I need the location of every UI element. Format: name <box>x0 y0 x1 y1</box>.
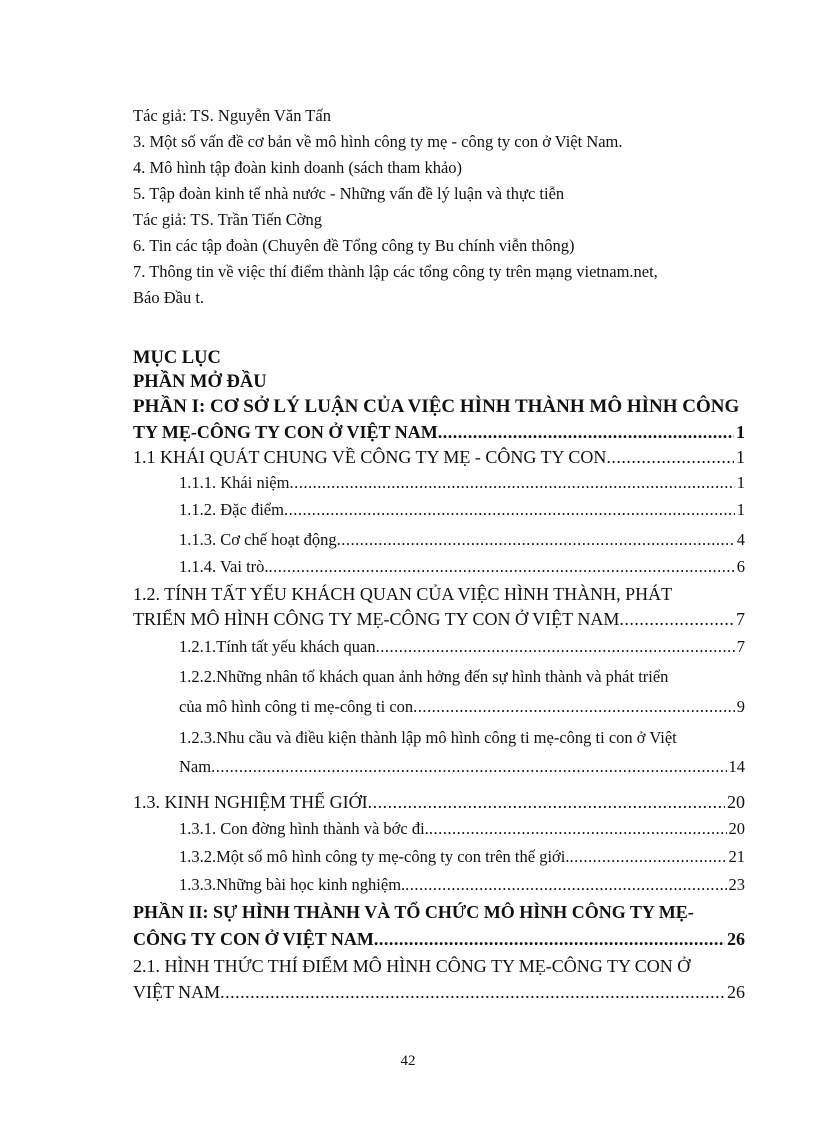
toc-entry-title: của mô hình công ti mẹ-công ti con <box>179 697 414 716</box>
toc-page-number: 7 <box>736 609 745 629</box>
toc-entry-1-2-3[interactable] <box>133 754 745 779</box>
reference-line: Tác giả: TS. Nguyễn Văn Tấn <box>133 106 331 125</box>
toc-entry-part1[interactable] <box>133 420 745 445</box>
leader-dots <box>269 554 735 579</box>
toc-entry-1-3-3[interactable] <box>133 871 745 899</box>
toc-page-number: 6 <box>736 557 745 576</box>
toc-page-number: 1 <box>736 473 745 492</box>
toc-page-number: 23 <box>728 875 745 894</box>
reference-list <box>133 103 743 311</box>
reference-line: Báo Đầu t. <box>133 288 205 307</box>
toc-entry-title: 1.3.1. Con đờng hình thành và bớc đi. <box>179 819 429 838</box>
toc-entry-1-1-2[interactable] <box>133 495 745 525</box>
leader-dots <box>374 926 725 953</box>
toc-page-number: 1 <box>736 447 745 467</box>
toc-page-number: 1 <box>736 500 745 519</box>
toc-entry-title: 1.2.1.Tính tất yếu khách quan <box>179 637 376 656</box>
toc-title: MỤC LỤC <box>133 348 221 368</box>
toc-entry-1-1[interactable] <box>133 445 745 470</box>
leader-dots <box>413 692 735 722</box>
reference-line: 6. Tin các tập đoàn (Chuyên đề Tổng công ty Bu chính viễn thông) <box>133 236 575 255</box>
leader-dots <box>211 754 726 779</box>
toc-entry-part2[interactable] <box>133 926 745 953</box>
toc-entry-1-3[interactable] <box>133 790 745 815</box>
toc-page-number: 21 <box>728 847 745 866</box>
toc-page-number: 4 <box>736 530 745 549</box>
reference-line: 5. Tập đoàn kinh tế nhà nước - Những vấn đề lý luận và thực tiễn <box>133 184 565 203</box>
toc-page-number: 7 <box>736 637 745 656</box>
toc-page-number: 20 <box>728 819 745 838</box>
toc-entry-1-1-3[interactable] <box>133 525 745 554</box>
leader-dots <box>289 470 734 495</box>
toc-page-number: 26 <box>727 982 745 1002</box>
reference-line: Tác giả: TS. Trần Tiến Cờng <box>133 210 323 229</box>
leader-dots <box>368 790 725 815</box>
leader-dots <box>438 420 734 445</box>
toc-page-number: 20 <box>727 792 745 812</box>
toc-entry-title: 1.3. KINH NGHIỆM THẾ GIỚI <box>133 792 368 812</box>
leader-dots <box>606 445 734 470</box>
toc-entry-1-1-1[interactable] <box>133 470 745 495</box>
reference-line: 7. Thông tin về việc thí điểm thành lập các tổng công ty trên mạng vietnam.net, <box>133 262 658 281</box>
toc-entry-title: Nam <box>179 757 212 776</box>
toc-entry-title: 1.1.3. Cơ chế hoạt động <box>179 530 337 549</box>
reference-line: 4. Mô hình tập đoàn kinh doanh (sách tham khảo) <box>133 158 463 177</box>
toc-entry-title: CÔNG TY CON Ở VIỆT NAM <box>133 929 374 949</box>
toc-entry-title: 1.1.4. Vai trò. <box>179 557 269 576</box>
toc-entry-2-1-line1: 2.1. HÌNH THỨC THÍ ĐIỂM MÔ HÌNH CÔNG TY MẸ-CÔNG TY CON Ở <box>133 956 691 976</box>
toc-part1-line1: PHẦN I: CƠ SỞ LÝ LUẬN CỦA VIỆC HÌNH THÀNH MÔ HÌNH CÔNG <box>133 396 740 417</box>
reference-line: 3. Một số vấn đề cơ bản về mô hình công ty mẹ - công ty con ở Việt Nam. <box>133 132 623 151</box>
toc-entry-1-2-2[interactable] <box>133 692 745 722</box>
toc-page-number: 1 <box>736 422 745 442</box>
toc-entry-title: VIỆT NAM <box>133 982 221 1002</box>
toc-entry-2-1[interactable] <box>133 980 745 1005</box>
toc-part2-line1: PHẦN II: SỰ HÌNH THÀNH VÀ TỔ CHỨC MÔ HÌNH CÔNG TY MẸ- <box>133 902 694 922</box>
leader-dots <box>284 495 735 525</box>
leader-dots <box>405 871 726 899</box>
toc-entry-1-2-2-line1: 1.2.2.Những nhân tố khách quan ảnh hởng đến sự hình thành và phát triển <box>179 667 669 686</box>
leader-dots <box>619 607 734 632</box>
leader-dots <box>569 843 726 871</box>
leader-dots <box>429 815 727 843</box>
toc-entry-title: 1.1 KHÁI QUÁT CHUNG VỀ CÔNG TY MẸ - CÔNG TY CON <box>133 447 607 467</box>
toc-entry-title: 1.3.3.Những bài học kinh nghiệm. <box>179 875 406 894</box>
toc-intro: PHẦN MỞ ĐẦU <box>133 372 267 392</box>
toc-entry-1-3-1[interactable] <box>133 815 745 843</box>
leader-dots <box>337 525 735 554</box>
toc-entry-1-2-3-line1: 1.2.3.Nhu cầu và điều kiện thành lập mô hình công ti mẹ-công ti con ở Việt <box>179 728 677 747</box>
toc-entry-1-2[interactable] <box>133 607 745 632</box>
table-of-contents <box>133 346 745 1005</box>
toc-entry-title: 1.1.2. Đặc điểm <box>179 500 284 519</box>
leader-dots <box>220 980 725 1005</box>
toc-entry-1-2-line1: 1.2. TÍNH TẤT YẾU KHÁCH QUAN CỦA VIỆC HÌNH THÀNH, PHÁT <box>133 584 673 604</box>
page-number-footer: 42 <box>400 1053 416 1069</box>
toc-entry-title: TRIỂN MÔ HÌNH CÔNG TY MẸ-CÔNG TY CON Ở VIỆT NAM <box>133 609 620 629</box>
toc-entry-title: TY MẸ-CÔNG TY CON Ở VIỆT NAM <box>133 422 438 442</box>
toc-entry-1-2-1[interactable] <box>133 632 745 662</box>
leader-dots <box>376 632 735 662</box>
toc-entry-1-1-4[interactable] <box>133 554 745 579</box>
toc-entry-title: 1.1.1. Khái niệm <box>179 473 290 492</box>
toc-page-number: 26 <box>727 929 745 949</box>
toc-entry-1-3-2[interactable] <box>133 843 745 871</box>
toc-page-number: 9 <box>736 697 745 716</box>
toc-page-number: 14 <box>728 757 745 776</box>
toc-entry-title: 1.3.2.Một số mô hình công ty mẹ-công ty con trên thế giới. <box>179 847 570 866</box>
